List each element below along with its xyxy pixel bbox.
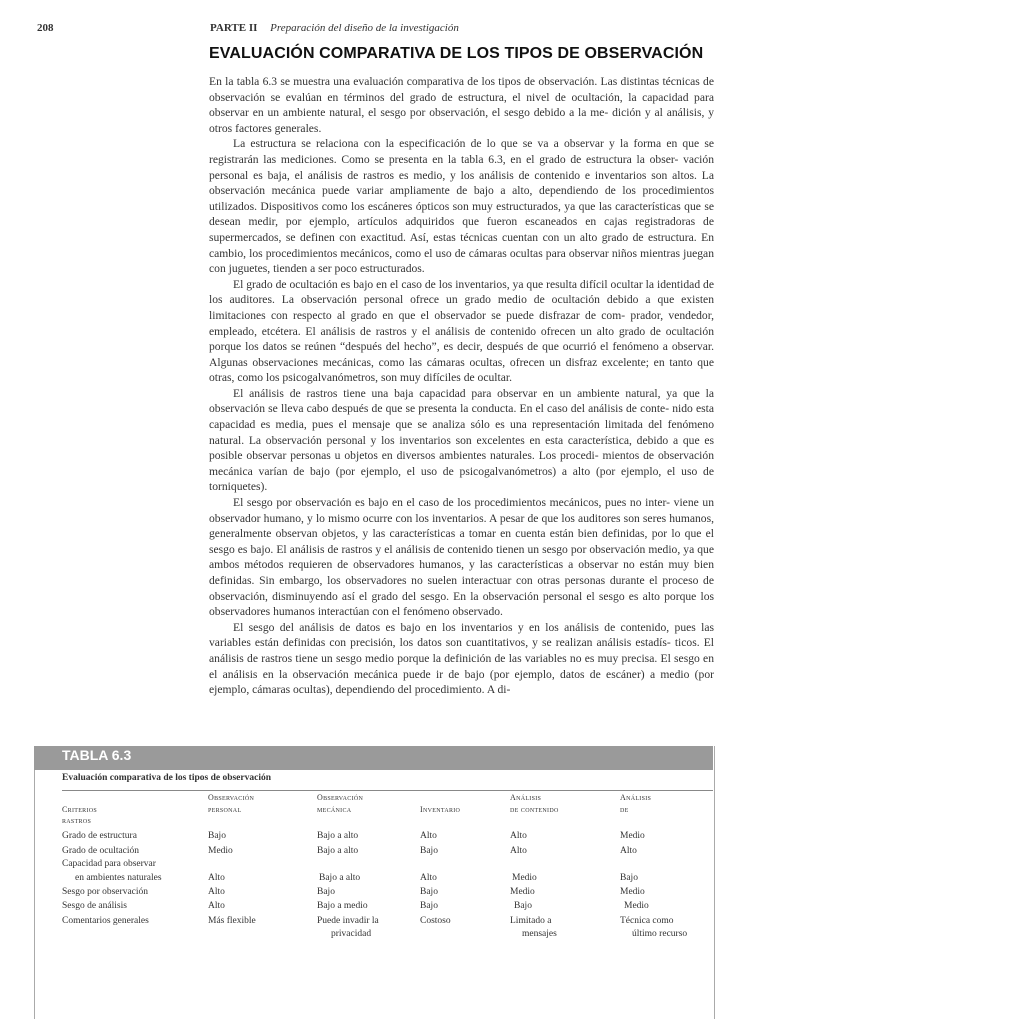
paragraph-1: En la tabla 6.3 se muestra una evaluación comparativa de los tipos de observación. Las distintas técnicas de observación se evalúan en términos del grado de estructura, el nivel de ocultación, la capacidad para observar en un ambiente natural, el sesgo por observación, el sesgo debido a la me- dición y al análisis, y otros factores generales. — [209, 75, 714, 135]
cell-contenido: Limitado a — [510, 916, 552, 926]
paragraph-4: El análisis de rastros tiene una baja capacidad para observar en un ambiente natural, ya que la observación se lleva cabo después de que se presenta la conducta. En el caso del análisis de conte- nido esta capacidad es media, pues el mensaje que se analiza sólo es una representación limitada del fenómeno natural. La observación personal y los inventarios son excelentes en esta característica, debido a que es posible observar personas u objetos en diversos ambientes naturales. Los procedi- mientos de observación mecánica varían de bajo (por ejemplo, el uso de psicogalvanómetros) a alto (por ejemplo, el uso de torniquetes). — [209, 386, 714, 494]
part-title: Preparación del diseño de la investigación — [270, 22, 459, 34]
table-caption: Evaluación comparativa de los tipos de observación — [62, 773, 272, 783]
cell-mecanica: Bajo a medio — [317, 901, 368, 911]
cell-mecanica: Bajo a alto — [319, 873, 361, 883]
cell-inventario: Alto — [420, 873, 437, 883]
cell-inventario: Alto — [420, 831, 437, 841]
cell-contenido: Alto — [510, 831, 527, 841]
cell-personal: Alto — [208, 901, 225, 911]
cell-mecanica: Puede invadir la — [317, 916, 379, 926]
cell-mecanica: Bajo a alto — [317, 831, 359, 841]
cell-criterio: en ambientes naturales — [75, 873, 162, 883]
col-header-personal: Observación — [208, 793, 255, 802]
col-header-mecanica: Observación — [317, 793, 364, 802]
cell-inventario: Bajo — [420, 901, 438, 911]
cell-criterio: Grado de ocultación — [62, 846, 140, 856]
cell-personal: Alto — [208, 873, 225, 883]
cell-criterio: Comentarios generales — [62, 916, 149, 926]
col-header-criterios-2: rastros — [62, 816, 92, 825]
cell-contenido: mensajes — [522, 929, 557, 939]
cell-rastros: Medio — [620, 887, 645, 897]
col-header-contenido-2: de contenido — [510, 805, 559, 814]
cell-rastros: Medio — [624, 901, 649, 911]
cell-criterio: Capacidad para observar — [62, 859, 156, 869]
col-header-contenido: Análisis — [510, 793, 542, 802]
col-header-inventario: Inventario — [420, 805, 461, 814]
cell-inventario: Bajo — [420, 887, 438, 897]
cell-mecanica: privacidad — [331, 929, 372, 939]
table-rule — [62, 790, 713, 791]
body-text — [209, 74, 714, 698]
cell-rastros: Alto — [620, 846, 637, 856]
table-header-bar — [34, 746, 713, 770]
cell-mecanica: Bajo a alto — [317, 846, 359, 856]
cell-rastros: Bajo — [620, 873, 638, 883]
col-header-personal-2: personal — [208, 805, 242, 814]
col-header-criterios: Criterios — [62, 805, 98, 814]
cell-inventario: Bajo — [420, 846, 438, 856]
cell-criterio: Sesgo por observación — [62, 887, 149, 897]
cell-criterio: Sesgo de análisis — [62, 901, 127, 911]
cell-contenido: Medio — [512, 873, 537, 883]
cell-rastros: Medio — [620, 831, 645, 841]
cell-personal: Más flexible — [208, 916, 256, 926]
paragraph-6: El sesgo del análisis de datos es bajo en los inventarios y en los análisis de contenido, pues las variables están definidas con precisión, los datos son cuantitativos, y se realizan análisis estadís- ticos. El análisis de rastros tiene un sesgo medio porque la definición de las variables no es muy precisa. El sesgo en el análisis en la observación mecánica puede ir de bajo (por ejemplo, datos de escáner) a medio (por ejemplo, cámaras ocultas), dependiendo del procedimiento. A di- — [209, 620, 714, 697]
paragraph-5: El sesgo por observación es bajo en el caso de los procedimientos mecánicos, pues no inter- viene un observador humano, y lo mismo ocurre con los inventarios. A pesar de que los auditores son seres humanos, generalmente observan objetos, y las características a tomar en cuenta están bien definidas, por lo que el sesgo es bajo. El análisis de rastros y el análisis de contenido tienen un sesgo por observación medio, ya que ambos métodos requieren de observadores humanos, y las características a observar no están muy bien definidas. Sin embargo, los observadores no suelen interactuar con otras personas durante el proceso de observación, disminuyendo así el grado del sesgo. En la observación personal el sesgo es alto porque los observadores humanos interactúan con el fenómeno observado. — [209, 496, 714, 619]
paragraph-3: El grado de ocultación es bajo en el caso de los inventarios, ya que resulta difícil ocultar la identidad de los auditores. La observación personal ofrece un grado medio de ocultación debido a que existen limitaciones con respecto al grado en que el observador se puede disfrazar de com- prador, vendedor, empleado, etcétera. El análisis de rastros y el análisis de contenido ofrecen un alto grado de ocultación porque los datos se reúnen “después del hecho”, es decir, después de que ocurrió el fenómeno a observar. Algunas observaciones mecánicas, como las cámaras ocultas, ofrecen un disfraz excelente; en tanto que otras, como los psicogalvanómetros, son muy difíciles de ocultar. — [209, 277, 714, 385]
cell-rastros: Técnica como — [620, 916, 674, 926]
cell-contenido: Alto — [510, 846, 527, 856]
cell-mecanica: Bajo — [317, 887, 335, 897]
cell-contenido: Bajo — [514, 901, 532, 911]
col-header-rastros-2: de — [620, 805, 629, 814]
table-label: TABLA 6.3 — [62, 747, 132, 763]
cell-inventario: Costoso — [420, 916, 451, 926]
cell-contenido: Medio — [510, 887, 535, 897]
col-header-rastros: Análisis — [620, 793, 652, 802]
cell-criterio: Grado de estructura — [62, 831, 137, 841]
page-number: 208 — [37, 22, 54, 34]
cell-personal: Medio — [208, 846, 233, 856]
part-label: PARTE II — [210, 22, 258, 34]
paragraph-2: La estructura se relaciona con la especificación de lo que se va a observar y la forma en que se registrarán las mediciones. Como se presenta en la tabla 6.3, en el grado de estructura la obser- vación personal es baja, el análisis de rastros es medio, y los análisis de contenido e inventarios son altos. La observación mecánica puede variar ampliamente de bajo a alto, dependiendo de los procedimientos utilizados. Dispositivos como los escáneres ópticos son muy estructurados, ya que las características que se desean medir, por ejemplo, artículos adquiridos que fueron escaneados en cajas registradoras de supermercados, se definen con exactitud. Así, estas técnicas cuentan con un alto grado de estructura. En cambio, los procedimientos mecánicos, como el uso de cámaras ocultas para observar niños mientras juegan con juguetes, tienden a ser poco estructurados. — [209, 137, 714, 276]
cell-personal: Bajo — [208, 831, 226, 841]
col-header-mecanica-2: mecánica — [317, 805, 352, 814]
cell-personal: Alto — [208, 887, 225, 897]
section-title: EVALUACIÓN COMPARATIVA DE LOS TIPOS DE OBSERVACIÓN — [209, 45, 704, 62]
running-header — [210, 22, 459, 34]
cell-rastros: último recurso — [632, 929, 688, 939]
